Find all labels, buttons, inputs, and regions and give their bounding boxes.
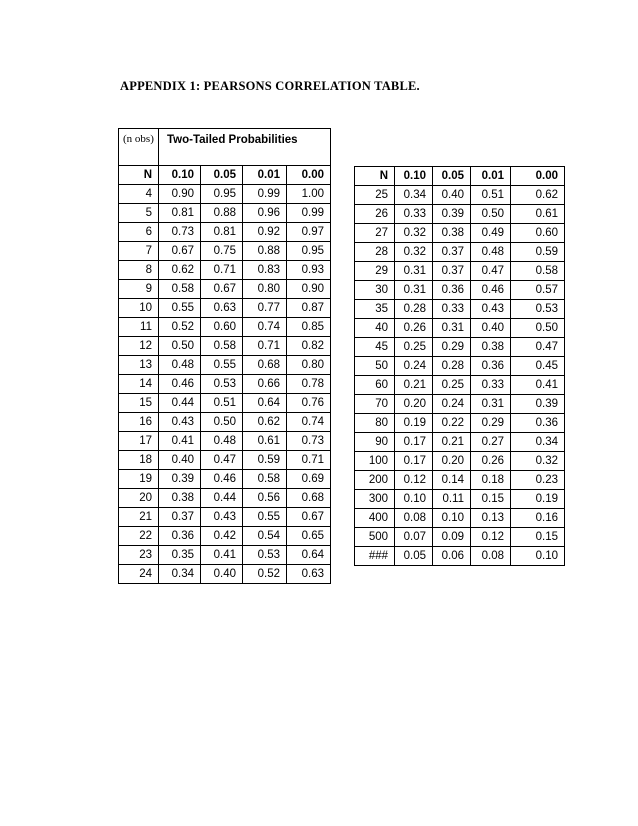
value-cell: 0.44: [159, 394, 201, 413]
value-cell: 0.15: [511, 528, 565, 547]
value-cell: 0.41: [201, 546, 243, 565]
n-cell: 24: [119, 565, 159, 584]
value-cell: 0.95: [201, 185, 243, 204]
table-row: [119, 185, 331, 204]
column-header: 0.00: [511, 167, 565, 186]
value-cell: 0.45: [511, 357, 565, 376]
correlation-table-right: [354, 166, 565, 566]
value-cell: 0.73: [287, 432, 331, 451]
value-cell: 0.37: [433, 262, 471, 281]
table-header-group-row: [119, 129, 331, 166]
n-cell: 400: [355, 509, 395, 528]
value-cell: 0.14: [433, 471, 471, 490]
table-row: [119, 318, 331, 337]
value-cell: 0.40: [471, 319, 511, 338]
value-cell: 0.27: [471, 433, 511, 452]
n-cell: 19: [119, 470, 159, 489]
value-cell: 0.36: [159, 527, 201, 546]
value-cell: 0.66: [243, 375, 287, 394]
table-row: [355, 509, 565, 528]
value-cell: 0.59: [243, 451, 287, 470]
n-cell: 16: [119, 413, 159, 432]
table-row: [119, 280, 331, 299]
value-cell: 0.60: [201, 318, 243, 337]
n-cell: 22: [119, 527, 159, 546]
value-cell: 0.99: [287, 204, 331, 223]
value-cell: 0.71: [287, 451, 331, 470]
value-cell: 0.33: [433, 300, 471, 319]
value-cell: 0.43: [471, 300, 511, 319]
value-cell: 0.32: [395, 224, 433, 243]
value-cell: 0.63: [201, 299, 243, 318]
value-cell: 0.08: [395, 509, 433, 528]
value-cell: 0.46: [159, 375, 201, 394]
table-row: [119, 565, 331, 584]
value-cell: 0.81: [201, 223, 243, 242]
value-cell: 0.46: [201, 470, 243, 489]
n-cell: 13: [119, 356, 159, 375]
value-cell: 0.52: [243, 565, 287, 584]
value-cell: 0.55: [159, 299, 201, 318]
value-cell: 0.58: [201, 337, 243, 356]
value-cell: 0.38: [471, 338, 511, 357]
column-header: N: [355, 167, 395, 186]
value-cell: 0.43: [201, 508, 243, 527]
group-header: Two-Tailed Probabilities: [159, 129, 331, 166]
value-cell: 0.42: [201, 527, 243, 546]
column-header: 0.01: [471, 167, 511, 186]
table-row: [119, 508, 331, 527]
n-cell: 25: [355, 186, 395, 205]
n-cell: 14: [119, 375, 159, 394]
table-row: [355, 300, 565, 319]
n-cell: 80: [355, 414, 395, 433]
value-cell: 0.58: [159, 280, 201, 299]
value-cell: 0.07: [395, 528, 433, 547]
value-cell: 0.53: [511, 300, 565, 319]
value-cell: 0.25: [433, 376, 471, 395]
value-cell: 0.47: [471, 262, 511, 281]
table-row: [355, 224, 565, 243]
value-cell: 0.61: [511, 205, 565, 224]
value-cell: 0.97: [287, 223, 331, 242]
value-cell: 0.29: [433, 338, 471, 357]
value-cell: 0.28: [395, 300, 433, 319]
table-row: [119, 413, 331, 432]
value-cell: 0.62: [243, 413, 287, 432]
table-row: [119, 204, 331, 223]
table-row: [355, 338, 565, 357]
value-cell: 0.44: [201, 489, 243, 508]
value-cell: 0.67: [287, 508, 331, 527]
n-cell: 21: [119, 508, 159, 527]
n-cell: ###: [355, 547, 395, 566]
value-cell: 0.88: [243, 242, 287, 261]
table-row: [355, 452, 565, 471]
value-cell: 0.12: [395, 471, 433, 490]
value-cell: 0.50: [471, 205, 511, 224]
n-cell: 200: [355, 471, 395, 490]
n-cell: 35: [355, 300, 395, 319]
table-row: [355, 376, 565, 395]
table-row: [355, 205, 565, 224]
table-row: [355, 490, 565, 509]
table-row: [355, 243, 565, 262]
value-cell: 0.39: [511, 395, 565, 414]
value-cell: 0.96: [243, 204, 287, 223]
correlation-table-left: [118, 128, 331, 584]
value-cell: 0.26: [395, 319, 433, 338]
n-cell: 500: [355, 528, 395, 547]
value-cell: 0.51: [471, 186, 511, 205]
value-cell: 0.10: [395, 490, 433, 509]
n-cell: 90: [355, 433, 395, 452]
n-cell: 6: [119, 223, 159, 242]
value-cell: 0.33: [395, 205, 433, 224]
value-cell: 0.13: [471, 509, 511, 528]
value-cell: 0.71: [201, 261, 243, 280]
table-row: [119, 546, 331, 565]
table-row: [355, 528, 565, 547]
table-row: [355, 262, 565, 281]
value-cell: 0.06: [433, 547, 471, 566]
value-cell: 0.50: [201, 413, 243, 432]
value-cell: 0.62: [159, 261, 201, 280]
table-header-row: [355, 167, 565, 186]
table-row: [355, 471, 565, 490]
value-cell: 0.36: [511, 414, 565, 433]
value-cell: 0.19: [395, 414, 433, 433]
value-cell: 0.40: [201, 565, 243, 584]
value-cell: 0.92: [243, 223, 287, 242]
page-title: APPENDIX 1: PEARSONS CORRELATION TABLE.: [120, 79, 420, 93]
n-cell: 17: [119, 432, 159, 451]
value-cell: 0.35: [159, 546, 201, 565]
column-header: 0.00: [287, 166, 331, 185]
column-header: 0.01: [243, 166, 287, 185]
value-cell: 0.64: [243, 394, 287, 413]
n-cell: 29: [355, 262, 395, 281]
value-cell: 0.29: [471, 414, 511, 433]
value-cell: 0.53: [201, 375, 243, 394]
value-cell: 0.33: [471, 376, 511, 395]
table-row: [119, 299, 331, 318]
value-cell: 0.39: [159, 470, 201, 489]
n-cell: 27: [355, 224, 395, 243]
value-cell: 0.39: [433, 205, 471, 224]
value-cell: 0.64: [287, 546, 331, 565]
value-cell: 0.47: [201, 451, 243, 470]
table-row: [355, 547, 565, 566]
value-cell: 0.36: [433, 281, 471, 300]
value-cell: 0.50: [511, 319, 565, 338]
table-row: [119, 337, 331, 356]
n-cell: 28: [355, 243, 395, 262]
table-row: [355, 357, 565, 376]
value-cell: 0.22: [433, 414, 471, 433]
value-cell: 0.28: [433, 357, 471, 376]
value-cell: 0.63: [287, 565, 331, 584]
value-cell: 0.24: [395, 357, 433, 376]
n-cell: 9: [119, 280, 159, 299]
value-cell: 0.19: [511, 490, 565, 509]
value-cell: 0.23: [511, 471, 565, 490]
value-cell: 0.32: [395, 243, 433, 262]
table-row: [119, 242, 331, 261]
table-row: [119, 527, 331, 546]
table-row: [119, 261, 331, 280]
value-cell: 0.32: [511, 452, 565, 471]
n-cell: 12: [119, 337, 159, 356]
n-cell: 15: [119, 394, 159, 413]
value-cell: 0.81: [159, 204, 201, 223]
value-cell: 0.68: [243, 356, 287, 375]
n-cell: 70: [355, 395, 395, 414]
value-cell: 0.25: [395, 338, 433, 357]
n-cell: 30: [355, 281, 395, 300]
value-cell: 0.05: [395, 547, 433, 566]
value-cell: 0.17: [395, 452, 433, 471]
value-cell: 0.41: [511, 376, 565, 395]
n-cell: 11: [119, 318, 159, 337]
value-cell: 0.48: [471, 243, 511, 262]
table-row: [355, 319, 565, 338]
column-header: 0.05: [201, 166, 243, 185]
value-cell: 0.34: [395, 186, 433, 205]
value-cell: 0.34: [511, 433, 565, 452]
n-cell: 50: [355, 357, 395, 376]
n-cell: 5: [119, 204, 159, 223]
n-cell: 18: [119, 451, 159, 470]
value-cell: 0.56: [243, 489, 287, 508]
value-cell: 0.58: [511, 262, 565, 281]
value-cell: 0.60: [511, 224, 565, 243]
value-cell: 0.78: [287, 375, 331, 394]
value-cell: 0.31: [395, 262, 433, 281]
value-cell: 0.48: [201, 432, 243, 451]
table-row: [119, 489, 331, 508]
n-cell: 40: [355, 319, 395, 338]
n-cell: 23: [119, 546, 159, 565]
value-cell: 0.21: [395, 376, 433, 395]
value-cell: 0.09: [433, 528, 471, 547]
value-cell: 0.74: [287, 413, 331, 432]
value-cell: 0.38: [433, 224, 471, 243]
value-cell: 0.48: [159, 356, 201, 375]
value-cell: 0.21: [433, 433, 471, 452]
table-row: [119, 375, 331, 394]
value-cell: 0.47: [511, 338, 565, 357]
value-cell: 0.82: [287, 337, 331, 356]
value-cell: 0.71: [243, 337, 287, 356]
value-cell: 0.26: [471, 452, 511, 471]
table-row: [119, 451, 331, 470]
value-cell: 0.80: [243, 280, 287, 299]
corner-label: (n obs): [119, 129, 159, 166]
table-row: [355, 395, 565, 414]
value-cell: 0.61: [243, 432, 287, 451]
n-cell: 100: [355, 452, 395, 471]
n-cell: 60: [355, 376, 395, 395]
table-row: [355, 186, 565, 205]
value-cell: 0.37: [159, 508, 201, 527]
value-cell: 0.46: [471, 281, 511, 300]
column-header: N: [119, 166, 159, 185]
value-cell: 0.62: [511, 186, 565, 205]
value-cell: 0.87: [287, 299, 331, 318]
value-cell: 0.40: [159, 451, 201, 470]
value-cell: 0.58: [243, 470, 287, 489]
value-cell: 0.20: [433, 452, 471, 471]
n-cell: 45: [355, 338, 395, 357]
value-cell: 0.10: [433, 509, 471, 528]
value-cell: 0.53: [243, 546, 287, 565]
value-cell: 0.85: [287, 318, 331, 337]
column-header: 0.05: [433, 167, 471, 186]
n-cell: 300: [355, 490, 395, 509]
value-cell: 0.18: [471, 471, 511, 490]
value-cell: 0.51: [201, 394, 243, 413]
n-cell: 10: [119, 299, 159, 318]
value-cell: 0.10: [511, 547, 565, 566]
value-cell: 0.68: [287, 489, 331, 508]
value-cell: 0.54: [243, 527, 287, 546]
value-cell: 0.99: [243, 185, 287, 204]
n-cell: 7: [119, 242, 159, 261]
value-cell: 0.95: [287, 242, 331, 261]
value-cell: 0.80: [287, 356, 331, 375]
value-cell: 1.00: [287, 185, 331, 204]
column-header: 0.10: [159, 166, 201, 185]
value-cell: 0.69: [287, 470, 331, 489]
table-row: [355, 433, 565, 452]
value-cell: 0.31: [471, 395, 511, 414]
n-cell: 26: [355, 205, 395, 224]
value-cell: 0.76: [287, 394, 331, 413]
table-header-row: [119, 166, 331, 185]
value-cell: 0.50: [159, 337, 201, 356]
table-row: [355, 414, 565, 433]
n-cell: 20: [119, 489, 159, 508]
value-cell: 0.31: [395, 281, 433, 300]
value-cell: 0.55: [201, 356, 243, 375]
value-cell: 0.38: [159, 489, 201, 508]
value-cell: 0.77: [243, 299, 287, 318]
value-cell: 0.31: [433, 319, 471, 338]
value-cell: 0.90: [159, 185, 201, 204]
table-row: [119, 356, 331, 375]
table-row: [119, 223, 331, 242]
value-cell: 0.08: [471, 547, 511, 566]
value-cell: 0.43: [159, 413, 201, 432]
value-cell: 0.11: [433, 490, 471, 509]
value-cell: 0.16: [511, 509, 565, 528]
value-cell: 0.52: [159, 318, 201, 337]
value-cell: 0.55: [243, 508, 287, 527]
value-cell: 0.75: [201, 242, 243, 261]
n-cell: 8: [119, 261, 159, 280]
column-header: 0.10: [395, 167, 433, 186]
value-cell: 0.83: [243, 261, 287, 280]
value-cell: 0.90: [287, 280, 331, 299]
value-cell: 0.67: [201, 280, 243, 299]
value-cell: 0.37: [433, 243, 471, 262]
value-cell: 0.36: [471, 357, 511, 376]
table-row: [119, 470, 331, 489]
table-row: [355, 281, 565, 300]
value-cell: 0.17: [395, 433, 433, 452]
value-cell: 0.41: [159, 432, 201, 451]
value-cell: 0.73: [159, 223, 201, 242]
n-cell: 4: [119, 185, 159, 204]
value-cell: 0.74: [243, 318, 287, 337]
value-cell: 0.88: [201, 204, 243, 223]
table-row: [119, 394, 331, 413]
value-cell: 0.20: [395, 395, 433, 414]
value-cell: 0.59: [511, 243, 565, 262]
value-cell: 0.57: [511, 281, 565, 300]
value-cell: 0.24: [433, 395, 471, 414]
value-cell: 0.40: [433, 186, 471, 205]
value-cell: 0.15: [471, 490, 511, 509]
value-cell: 0.65: [287, 527, 331, 546]
value-cell: 0.12: [471, 528, 511, 547]
value-cell: 0.34: [159, 565, 201, 584]
value-cell: 0.93: [287, 261, 331, 280]
value-cell: 0.67: [159, 242, 201, 261]
value-cell: 0.49: [471, 224, 511, 243]
table-row: [119, 432, 331, 451]
